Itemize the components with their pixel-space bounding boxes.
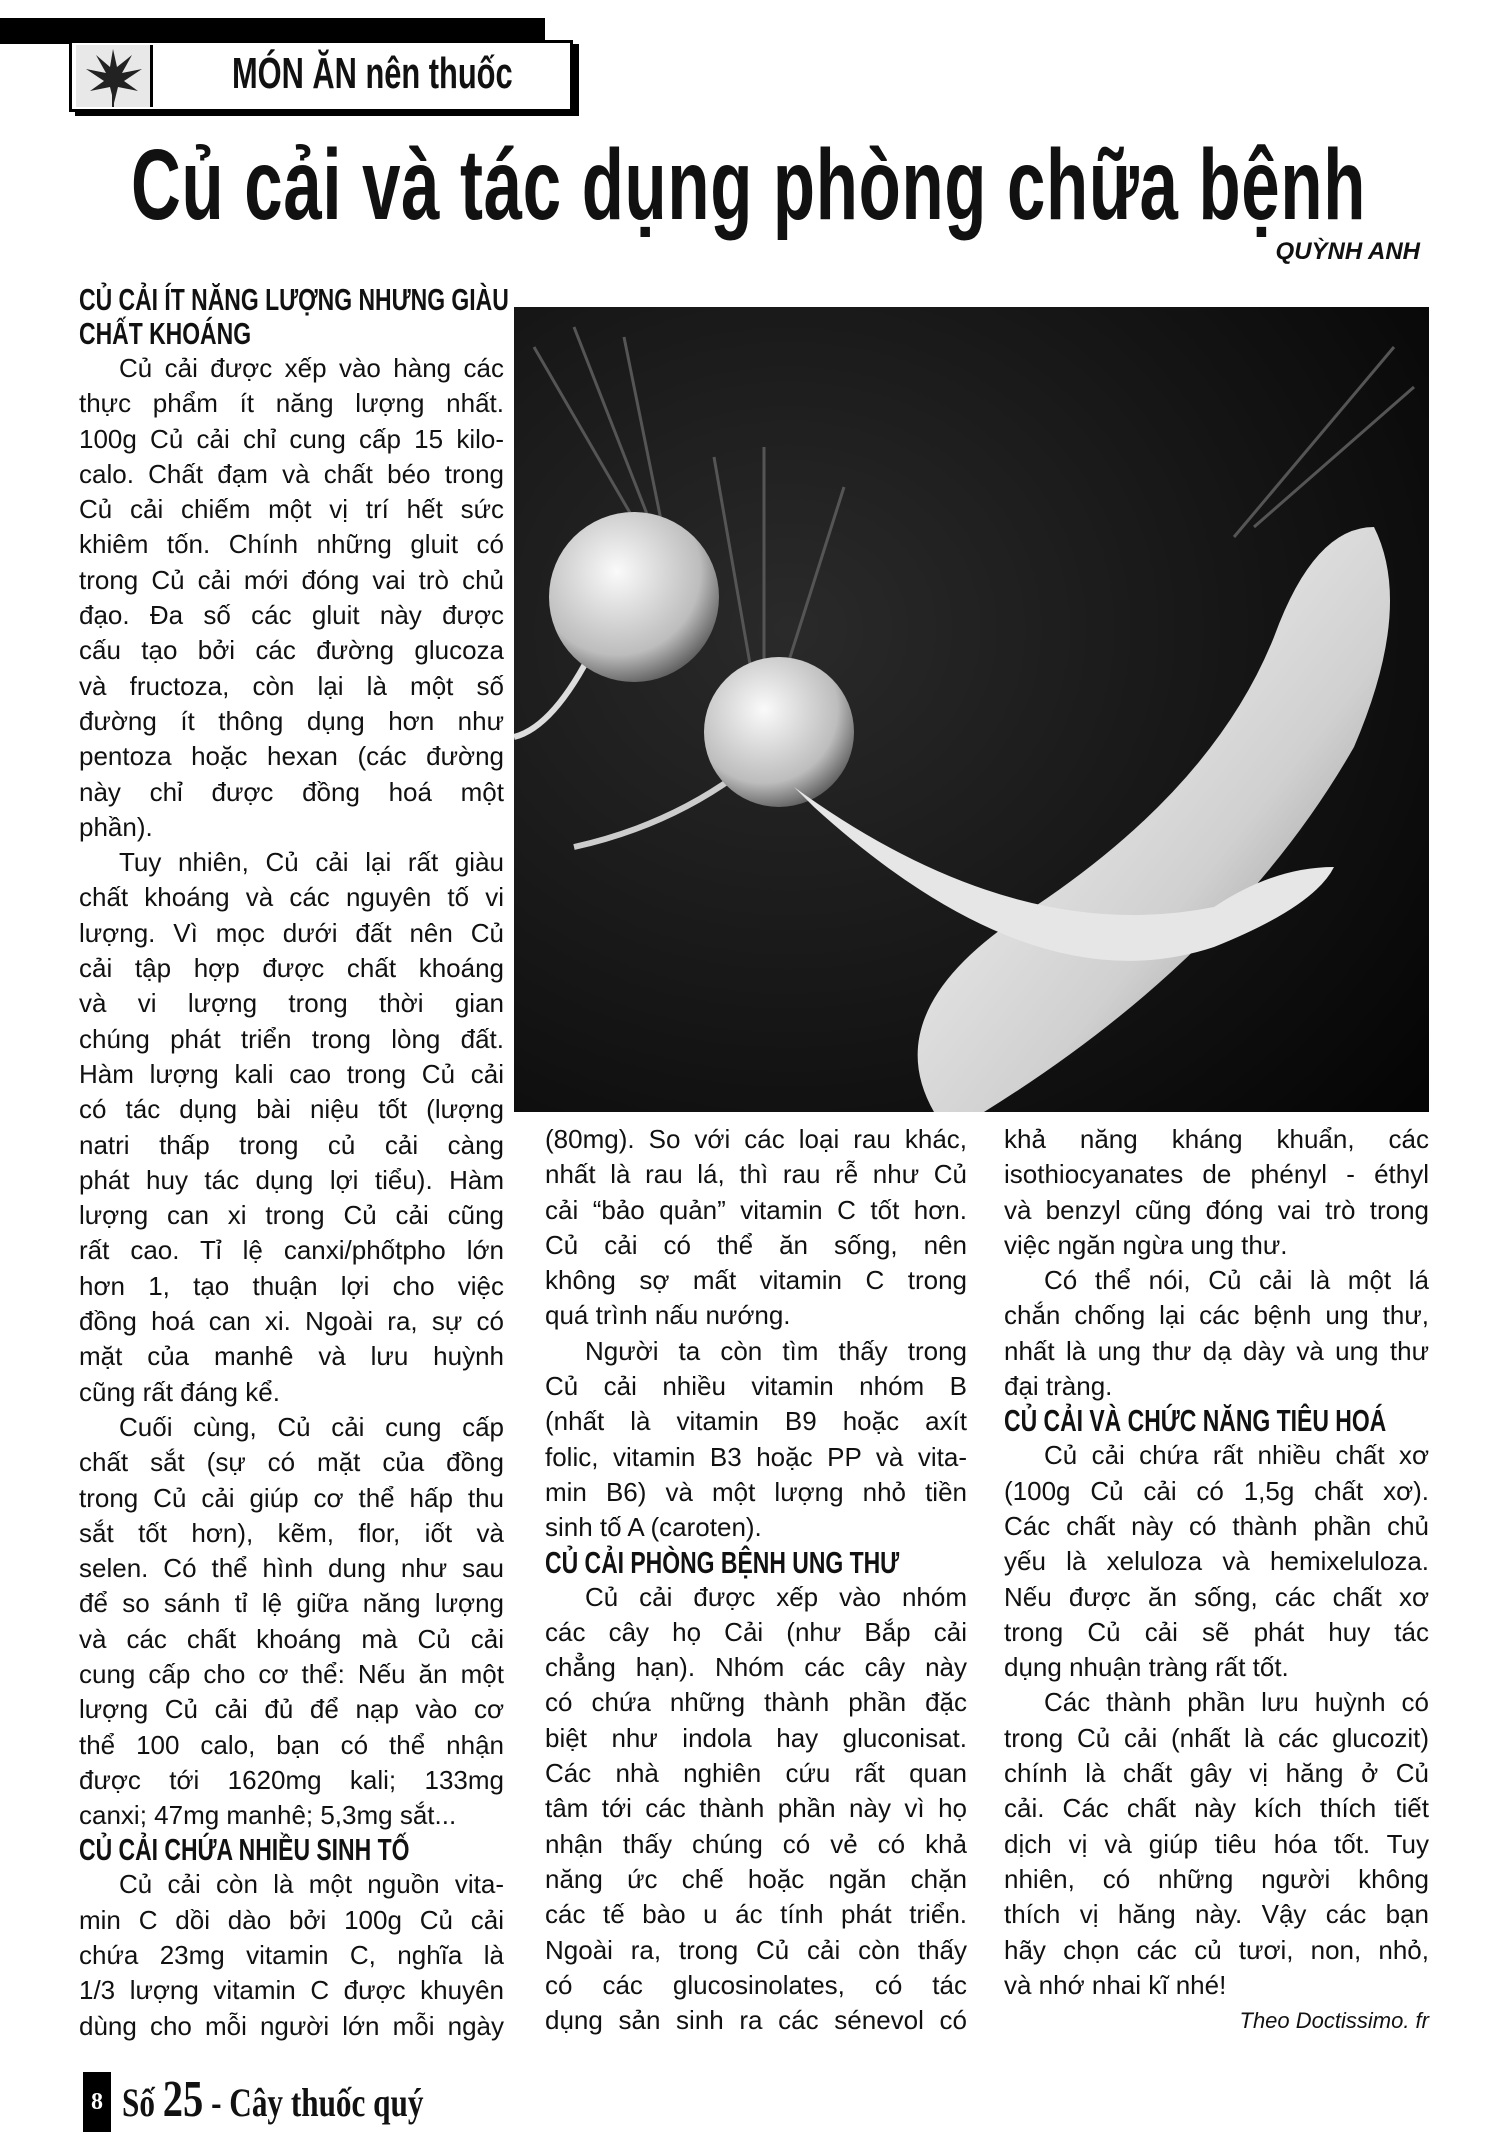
body-text-line: trong Củ cải mới đóng vai trò chủ (79, 564, 504, 595)
body-text-line: dịch vị và giúp tiêu hóa tốt. Tuy (1004, 1828, 1429, 1859)
body-text-line: dụng nhuận tràng rất tốt. (1004, 1652, 1289, 1683)
body-text-line: đường ít thông dụng hơn như (79, 705, 504, 736)
body-text-line: chất sắt (sự có mặt của đồng (79, 1447, 504, 1478)
body-text-line: không sợ mất vitamin C trong (545, 1265, 967, 1296)
body-text-line: thể 100 calo, bạn có thể nhận (79, 1729, 504, 1760)
body-text-line: min C dồi dào bởi 100g Củ cải (79, 1904, 504, 1935)
body-text-line: Củ cải còn là một nguồn vita- (119, 1869, 504, 1900)
section-heading (79, 1833, 504, 1867)
column-right (1004, 1122, 1429, 2039)
body-text-line: khiêm tốn. Chính những gluit có (79, 529, 504, 560)
body-text-line: pentoza hoặc hexan (các đường (79, 741, 504, 772)
body-text-line: Có thể nói, Củ cải là một lá (1044, 1265, 1429, 1296)
body-text-line: selen. Có thể hình dung như sau (79, 1553, 504, 1584)
body-text-line: (80mg). So với các loại rau khác, (545, 1124, 967, 1154)
body-text-line: nhất là rau lá, thì rau rễ như Củ (545, 1159, 967, 1190)
body-text-line: chứa 23mg vitamin C, nghĩa là (79, 1940, 504, 1971)
article-title: Củ cải và tác dụng phòng chữa bệnh (131, 129, 1367, 241)
body-text-line: min B6) và một lượng nhỏ tiền (545, 1476, 967, 1507)
body-text-line: chất khoáng và các nguyên tố vi (79, 882, 504, 913)
page-number: 8 (83, 2072, 111, 2132)
body-text-line: (100g Củ cải có 1,5g chất xơ). (1004, 1475, 1429, 1506)
body-text-line: được tới 1620mg kali; 133mg (79, 1764, 504, 1795)
body-text-line: 100g Củ cải chỉ cung cấp 15 kilo- (79, 423, 504, 454)
body-text-line: có chứa những thành phần đặc (545, 1687, 967, 1718)
body-text-line: Tuy nhiên, Củ cải lại rất giàu (119, 847, 504, 878)
body-text-line: cải tập hợp được chất khoáng (79, 953, 504, 984)
body-text-line: Hàm lượng kali cao trong Củ cải (79, 1058, 504, 1089)
body-text-line: tâm tới các thành phần này vì họ (545, 1793, 967, 1824)
body-text-line: khả năng kháng khuẩn, các (1004, 1124, 1429, 1154)
body-text-line: trong Củ cải giúp cơ thể hấp thu (79, 1482, 504, 1513)
body-text-line: cải “bảo quản” vitamin C tốt hơn. (545, 1194, 967, 1225)
section-heading (545, 1546, 967, 1580)
body-text-line: sắt tốt hơn), kẽm, flor, iốt và (79, 1517, 504, 1548)
body-text-line: biệt như indola hay gluconisat. (545, 1722, 967, 1753)
section-heading (79, 282, 509, 317)
body-text-line: Nếu được ăn sống, các chất xơ (1004, 1581, 1429, 1612)
body-text-line: lượng. Vì mọc dưới đất nên Củ (79, 917, 504, 948)
article-source: Theo Doctissimo. fr (1239, 2008, 1429, 2034)
section-heading-text: CỦ CẢI CHỨA NHIỀU SINH TỐ (79, 1832, 410, 1868)
body-text-line: và fructoza, còn lại là một số (79, 670, 504, 701)
body-text-line: nhất là ung thư dạ dày và ung thư (1004, 1335, 1429, 1366)
body-text-line: rất cao. Tỉ lệ canxi/phốtpho lớn (79, 1235, 504, 1266)
body-text-line: chẳng hạn). Nhóm các cây này (545, 1652, 967, 1683)
body-text-line: các cây họ Cải (như Bắp cải (545, 1616, 967, 1647)
body-text-line: cấu tạo bởi các đường glucoza (79, 635, 504, 666)
radish-photo (514, 307, 1429, 1112)
body-text-line: canxi; 47mg manhê; 5,3mg sắt... (79, 1800, 457, 1831)
body-text-line: (nhất là vitamin B9 hoặc axít (545, 1406, 967, 1437)
body-text-line: chắn chống lại các bệnh ung thư, (1004, 1300, 1429, 1331)
body-text-line: các tế bào u ác tính phát triển. (545, 1899, 967, 1930)
body-text-line: có các glucosinolates, có tác (545, 1969, 967, 2000)
article-author: QUỲNH ANH (1275, 238, 1420, 265)
body-text-line: đại tràng. (1004, 1371, 1113, 1402)
body-text-line: Củ cải được xếp vào hàng các (119, 353, 504, 383)
body-text-line: Ngoài ra, trong Củ cải còn thấy (545, 1934, 967, 1965)
column-middle (545, 1122, 967, 2038)
section-heading-text: CỦ CẢI PHÒNG BỆNH UNG THƯ (545, 1544, 900, 1580)
body-text-line: lượng can xi trong Củ cải cũng (79, 1200, 504, 1231)
section-heading-text: CỦ CẢI ÍT NĂNG LƯỢNG NHƯNG GIÀU (79, 282, 509, 317)
body-text-line: đồng hoá can xi. Ngoài ra, sự có (79, 1306, 504, 1337)
body-text-line: dụng sản sinh ra các sénevol có (545, 2005, 967, 2036)
body-text-line: Củ cải chứa rất nhiều chất xơ (1044, 1440, 1429, 1471)
body-text-line: sinh tố A (caroten). (545, 1512, 762, 1543)
body-text-line: yếu là xeluloza và hemixeluloza. (1004, 1546, 1429, 1577)
body-text-line: Các chất này có thành phần chủ (1004, 1510, 1429, 1541)
body-text-line: hãy chọn các củ tươi, non, nhỏ, (1004, 1934, 1429, 1965)
section-heading-text: CỦ CẢI VÀ CHỨC NĂNG TIÊU HOÁ (1004, 1403, 1387, 1439)
body-text-line: trong Củ cải sẽ phát huy tác (1004, 1616, 1429, 1647)
body-text-line: phần). (79, 811, 153, 842)
body-text-line: natri thấp trong củ cải càng (79, 1129, 504, 1160)
body-text-line: Củ cải có thể ăn sống, nên (545, 1229, 967, 1260)
section-heading (1004, 1404, 1429, 1438)
body-text-line: cũng rất đáng kể. (79, 1376, 280, 1407)
body-text-line: isothiocyanates de phényl - éthyl (1004, 1159, 1429, 1190)
body-text-line: quá trình nấu nướng. (545, 1300, 791, 1331)
body-text-line: Người ta còn tìm thấy trong (585, 1335, 967, 1366)
body-text-line: có tác dụng bài niệu tốt (lượng (79, 1094, 504, 1125)
body-text-line: 1/3 lượng vitamin C được khuyên (79, 1975, 504, 2006)
body-text-line: Củ cải được xếp vào nhóm (585, 1581, 967, 1612)
body-text-line: Củ cải nhiều vitamin nhóm B (545, 1371, 967, 1402)
body-text-line: và vi lượng trong thời gian (79, 988, 504, 1019)
body-text-line: và nhớ nhai kĩ nhé! (1004, 1969, 1227, 2000)
body-text-line: dùng cho mỗi người lớn mỗi ngày (79, 2010, 504, 2041)
body-text-line: hơn 1, tạo thuận lợi cho việc (79, 1270, 504, 1301)
body-text-line: phát huy tác dụng lợi tiểu). Hàm (79, 1164, 504, 1195)
body-text-line: năng ức chế hoặc ngăn chặn (545, 1863, 967, 1894)
section-kicker: MÓN ĂN nên thuốc (232, 49, 513, 98)
body-text-line: nhiên, có những người không (1004, 1863, 1429, 1894)
body-text-line: chính là chất gây vị hăng ở Củ (1004, 1758, 1429, 1789)
body-text-line: Củ cải chiếm một vị trí hết sức (79, 494, 504, 525)
column-left (79, 282, 509, 2044)
body-text-line: lượng Củ cải đủ để nạp vào cơ (79, 1694, 504, 1725)
body-text-line: calo. Chất đạm và chất béo trong (79, 458, 504, 489)
body-text-line: chúng phát triển trong lòng đất. (79, 1023, 504, 1054)
body-text-line: cải. Các chất này kích thích tiết (1004, 1793, 1429, 1824)
body-text-line: mặt của manhê và lưu huỳnh (79, 1341, 504, 1372)
body-text-line: trong Củ cải (nhất là các glucozit) (1004, 1722, 1429, 1753)
body-text-line: Cuối cùng, Củ cải cung cấp (119, 1411, 504, 1442)
body-text-line: folic, vitamin B3 hoặc PP và vita- (545, 1441, 967, 1472)
body-text-line: Các nhà nghiên cứu rất quan (545, 1758, 967, 1789)
body-text-line: thích vị hăng này. Vậy các bạn (1004, 1899, 1429, 1930)
body-text-line: này chỉ được đồng hoá một (79, 776, 504, 807)
section-label (69, 40, 573, 112)
body-text-line: cung cấp cho cơ thể: Nếu ăn một (79, 1658, 504, 1689)
body-text-line: để so sánh tỉ lệ giữa năng lượng (79, 1588, 504, 1619)
section-heading (79, 317, 504, 351)
body-text-line: và các chất khoáng mà Củ cải (79, 1623, 504, 1654)
magazine-name: - Cây thuốc quý (211, 2080, 424, 2125)
issue-prefix: Số (122, 2080, 155, 2125)
body-text-line: nhận thấy chúng có vẻ có khả (545, 1828, 967, 1859)
section-heading-text: CHẤT KHOÁNG (79, 316, 252, 351)
issue-number: 25 (162, 2071, 204, 2128)
body-text-line: việc ngăn ngừa ung thư. (1004, 1229, 1288, 1260)
body-text-line: Các thành phần lưu huỳnh có (1044, 1687, 1429, 1718)
body-text-line: thực phẩm ít năng lượng nhất. (79, 388, 504, 419)
body-text-line: đạo. Đa số các gluit này được (79, 600, 504, 631)
herb-leaf-icon (76, 45, 153, 107)
issue-label (122, 2070, 423, 2129)
body-text-line: và benzyl cũng đóng vai trò trong (1004, 1194, 1429, 1225)
